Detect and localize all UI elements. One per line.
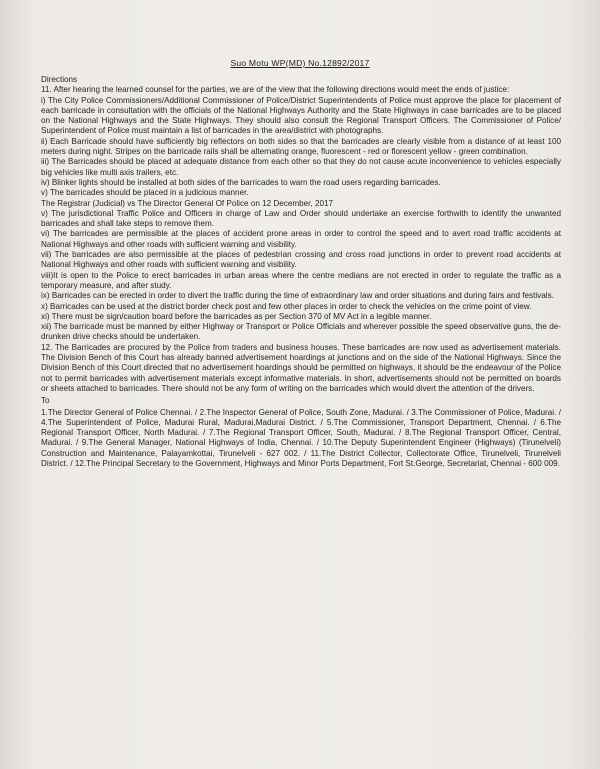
paragraph: ix) Barricades can be erected in order to divert the traffic during the time of extraordinary law and order situations and during fairs and festivals.: [41, 291, 554, 301]
case-header: [0, 58, 600, 68]
paragraph: x) Barricades can be used at the district border check post and few other places in order to check the vehicles on the crime point of view.: [41, 301, 532, 311]
paragraph: iii) The Barricades should be placed at adequate distance from each other so that they do not cause acute inconvenience to vehicles especially big vehicles like multi axis trailers, etc.: [41, 157, 561, 177]
to-label: To: [41, 396, 50, 406]
paragraph: 12. The Barricades are procured by the Police from traders and business houses. These barricades are now used as advertisement materials. The Division Bench of this Court has already banned advertisement hoardings at junctions and on the side of the National Highways. Since the Division Bench of this Court directed that no advertisement hoardings should be permitted on highways, it should be the endeavour of the Police not to permit barricades with advertisement materials except informative materials. In short, advertisements should not be permitted on boards or sheets attached to barricades. There should not be any form of writing on the barricades which would divert the attention of the drivers.: [41, 342, 561, 393]
recipients-list: 1.The Director General of Police Chennai. / 2.The Inspector General of Police, South Zone, Madurai. / 3.The Commissioner of Police, Madurai. / 4.The Superintendent of Police, Madurai Rural, Madurai,Madurai District. / 5.The Commissioner, Transport Department, Chennai. / 6.The Regional Transport Officer, North Madurai. / 7.The Regional Transport Officer, South, Madurai. / 8.The Regional Transport Officer, Central, Madurai. / 9.The General Manager, National Highways of India, Chennai. / 10.The Deputy Superintendent Engineer (Highways) (Tirunelveli) Construction and Maintenance, Palayamkottai, Tirunelveli - 627 002. / 11.The District Collector, Collectorate Office, Tirunelveli, Tirunelveli District. / 12.The Principal Secretary to the Government, Highways and Minor Ports Department, Fort St.George, Secretariat, Chennai - 600 009.: [41, 407, 561, 468]
paragraph: v) The jurisdictional Traffic Police and Officers in charge of Law and Order should undertake an exercise forthwith to identify the unwanted barricades and shall take steps to remove them.: [41, 208, 561, 229]
paragraph: viii)It is open to the Police to erect barricades in urban areas where the centre medians are not erected in order to regulate the traffic as a temporary measure, and after study.: [41, 270, 561, 290]
paragraph: i) The City Police Commissioners/Additional Commissioner of Police/District Superintendents of Police must approve the place for placement of each barricade in consultation with the officials of the National Highways Authority and the State Highways in case barricades are to be placed on the National Highways and the State Highways. They should also consult the Regional Transport Officers. The Commissioner of Police/ Superintendent of Police must maintain a list of barricades in the area/district with photographs.: [41, 95, 561, 136]
paragraph: vi) The barricades are permissible at the places of accident prone areas in order to control the speed and to avert road traffic accidents at National Highways and other roads with sufficient warning and visibility.: [41, 229, 561, 249]
case-number: Suo Motu WP(MD) No.12892/2017: [230, 58, 370, 68]
case-title-line: The Registrar (Judicial) vs The Director General Of Police on 12 December, 2017: [41, 198, 334, 208]
paragraph: iv) Blinker lights should be installed at both sides of the barricades to warn the road users regarding barricades.: [41, 177, 441, 187]
document-body: [41, 75, 561, 469]
paragraph: ii) Each Barricade should have sufficiently big reflectors on both sides so that the barricades are clearly visible from a distance of at least 100 meters during night. Stripes on the barricade rails shall be alternating orange, fluorescent - red or florescent yellow - green combination.: [41, 136, 561, 157]
paragraph: xi) There must be sign/caution board before the barricades as per Section 370 of MV Act in a legible manner.: [41, 311, 432, 321]
paragraph: v) The barricades should be placed in a judicious manner.: [41, 188, 249, 198]
paragraph: vii) The barricades are also permissible at the places of pedestrian crossing and cross road junctions in order to prevent road accidents at National Highways and other roads with sufficient warning and visibility.: [41, 250, 561, 270]
paragraph: 11. After hearing the learned counsel for the parties, we are of the view that the following directions would meet the ends of justice:: [41, 85, 510, 95]
section-heading: Directions: [41, 75, 78, 84]
paragraph: xii) The barricade must be manned by either Highway or Transport or Police Officials and wherever possible the speed observative guns, the de- drunken drive checks should be undertaken.: [41, 322, 561, 342]
